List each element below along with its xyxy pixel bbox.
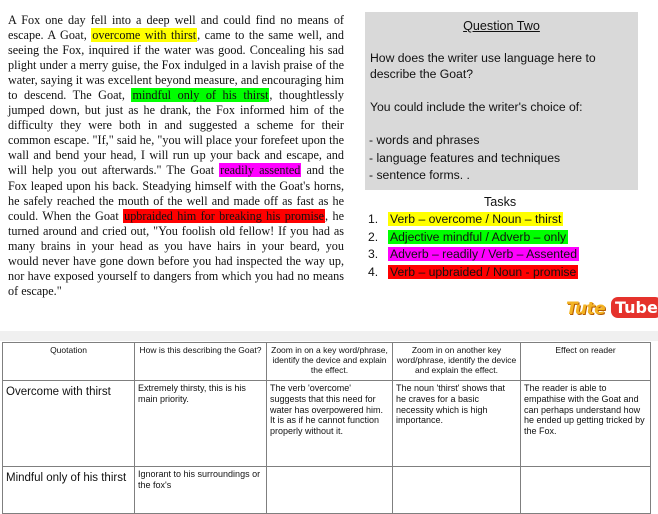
header-cell: Zoom in on another key word/phrase, identify the device and explain the effect. xyxy=(393,343,521,381)
logo-text-tute: Tute xyxy=(566,299,606,319)
passage-text: , thoughtlessly jumped down, but just as he drank, the Fox informed him of the difficulty they were both in and suggested a scheme for their common escape. "If," said he, "you will place your forefeet upon the wall and bend your head, I will run up your back and escape, and will help you out afterwards." The Goat xyxy=(8,88,344,178)
table-cell: Mindful only of his thirst xyxy=(3,467,135,514)
passage-text: and the Fox leaped upon his back. Steadying himself with the Goat's horns, he safely reached the mouth of the well and made off as fast as he could. When the Goat xyxy=(8,163,345,223)
task-label: Verb – upbraided / Noun - promise xyxy=(390,264,577,279)
table-cell: The noun 'thirst' shows that he craves for a basic necessity which is high importance. xyxy=(393,381,521,467)
table-cell: The reader is able to empathise with the Goat and can perhaps understand how he ended up getting tricked by the Fox. xyxy=(521,381,651,467)
analysis-table xyxy=(2,342,651,514)
task-item: 2. Adjective mindful / Adverb – only xyxy=(368,229,567,244)
table-cell: Ignorant to his surroundings or the fox's xyxy=(135,467,267,514)
section-divider xyxy=(0,331,658,341)
tasks-title: Tasks xyxy=(484,195,517,209)
task-item: 1. Verb – overcome / Noun – thirst xyxy=(368,212,562,226)
table-cell xyxy=(393,467,521,514)
table-cell: Overcome with thirst xyxy=(3,381,135,467)
tutetube-logo xyxy=(566,297,658,323)
task-item: 4. Verb – upbraided / Noun - promise xyxy=(368,264,577,279)
fable-passage xyxy=(8,13,344,299)
table-cell xyxy=(267,467,393,514)
task-list xyxy=(368,211,579,281)
table-row xyxy=(3,467,651,514)
question-box xyxy=(365,12,638,190)
header-cell: Effect on reader xyxy=(521,343,651,381)
table-row xyxy=(3,381,651,467)
bullet-item: - words and phrases xyxy=(369,133,480,147)
highlight-mindful-only: mindful only of his thirst xyxy=(132,88,269,103)
bullet-item: - sentence forms. . xyxy=(369,168,470,182)
table-header-row xyxy=(3,343,651,381)
table-cell: Extremely thirsty, this is his main priority. xyxy=(135,381,267,467)
question-title: Question Two xyxy=(463,19,540,33)
task-label: Adverb – readily / Verb – Assented xyxy=(390,247,577,261)
header-cell: Zoom in on a key word/phrase, identify the device and explain the effect. xyxy=(267,343,393,381)
highlight-readily-assented: readily assented xyxy=(220,163,301,178)
passage-text: , he turned around and cried out, "You foolish old fellow! If you had as many brains in your head as you have hairs in your beard, you would never have gone down before you had inspected the way up, nor have exposed yourself to dangers from which you had no means of escape." xyxy=(8,208,344,298)
question-bullets xyxy=(369,132,560,185)
bullet-item: - language features and techniques xyxy=(369,150,561,165)
passage-text: A Fox one day fell into a deep well and could find no means of escape. A Goat, xyxy=(8,13,344,43)
highlight-upbraided: upbraided him for breaking his promise xyxy=(124,208,325,223)
table-cell xyxy=(521,467,651,514)
passage-text: , came to the same well, and seeing the Fox, inquired if the water was good. Concealing his sad plight under a merry guise, the Fox indulged in a lavish praise of the water, saying it was excellent beyond measure, and encouraging him to descend. The Goat, xyxy=(8,28,344,103)
header-cell: How is this describing the Goat? xyxy=(135,343,267,381)
logo-text-tube: Tube xyxy=(611,297,658,318)
highlight-overcome-with-thirst: overcome with thirst xyxy=(92,28,197,43)
question-prompt: How does the writer use language here to describe the Goat? xyxy=(370,51,596,81)
question-hint: You could include the writer's choice of: xyxy=(370,100,583,114)
task-label: Verb – overcome / Noun – thirst xyxy=(390,212,562,226)
task-label: Adjective mindful / Adverb – only xyxy=(390,229,567,244)
header-cell: Quotation xyxy=(3,343,135,381)
task-item: 3. Adverb – readily / Verb – Assented xyxy=(368,247,577,261)
table-cell: The verb 'overcome' suggests that this need for water has overpowered him. It is as if he cannot function properly without it. xyxy=(267,381,393,467)
